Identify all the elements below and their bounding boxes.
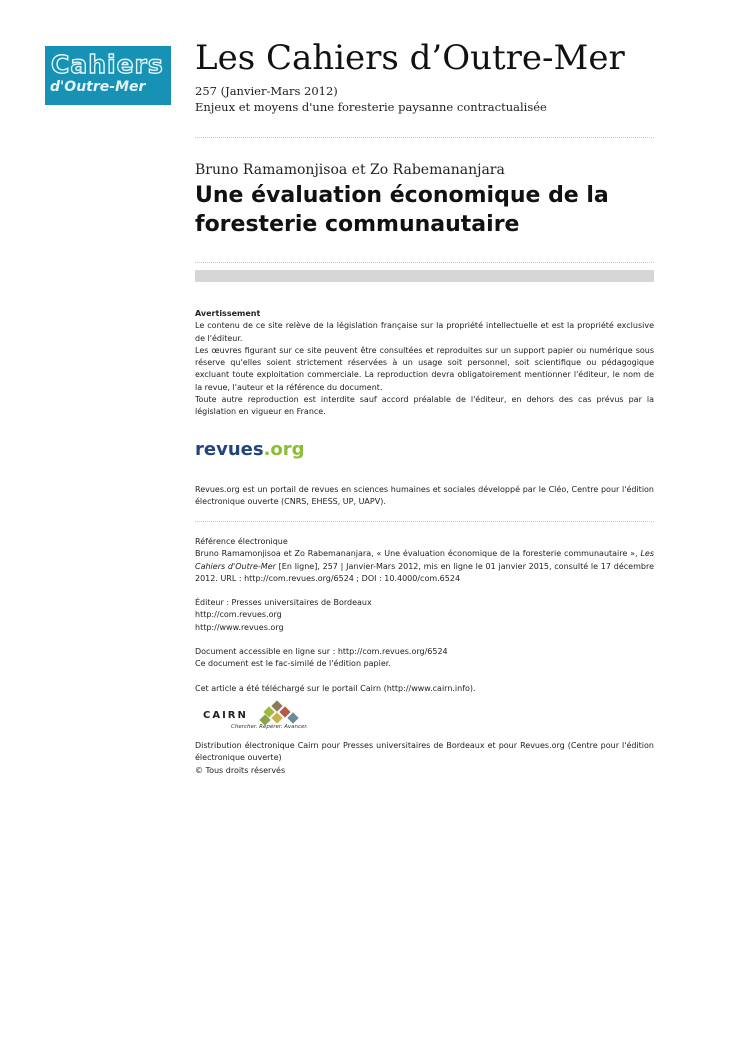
revues-logo-part-2: .org — [263, 439, 305, 460]
cairn-tagline: Chercher. Repérer. Avancer. — [231, 724, 308, 730]
divider — [195, 262, 654, 263]
journal-logo — [45, 46, 171, 105]
cairn-logo[interactable] — [203, 700, 323, 736]
divider — [195, 521, 654, 522]
article-title: Une évaluation économique de la foresterie communautaire — [195, 183, 609, 237]
issue-number: 257 (Janvier-Mars 2012) — [195, 84, 338, 98]
citation-journal: Les Cahiers d'Outre-Mer — [195, 549, 654, 571]
distribution-text: Distribution électronique Cairn pour Presses universitaires de Bordeaux et pour Revues.org (Centre pour l'édition électronique ouverte) — [195, 741, 654, 763]
reference-label: Référence électronique — [195, 537, 288, 546]
online-access: Document accessible en ligne sur : http://com.revues.org/6524 — [195, 647, 448, 657]
copyright-notice: © Tous droits réservés — [195, 765, 286, 775]
warning-block — [195, 308, 654, 419]
warning-paragraph-3: Toute autre reproduction est interdite sauf accord préalable de l'éditeur, en dehors des cas prévus par la législation en vigueur en France. — [195, 395, 654, 417]
issue-theme: Enjeux et moyens d'une foresterie paysanne contractualisée — [195, 100, 547, 114]
logo-line-1: Cahiers — [51, 50, 164, 79]
publisher-url-1[interactable]: http://com.revues.org — [195, 610, 282, 620]
publisher-url-2[interactable]: http://www.revues.org — [195, 622, 284, 632]
warning-paragraph-2: Les œuvres figurant sur ce site peuvent être consultées et reproduites sur un support papier ou numérique sous réserve qu'elles soient strictement réservées à un usage soit personnel, soit scientifique ou pédagogique excluant toute exploitation commerciale. La reproduction devra obligatoirement mentionner l'éditeur, le nom de la revue, l'auteur et la référence du document. — [195, 345, 654, 392]
cairn-logo-word: CAIRN — [203, 710, 248, 721]
article-authors: Bruno Ramamonjisoa et Zo Rabemananjara — [195, 162, 505, 178]
publisher-name: Éditeur : Presses universitaires de Bordeaux — [195, 598, 372, 608]
distribution-block — [195, 740, 654, 777]
journal-title: Les Cahiers d’Outre-Mer — [195, 38, 625, 78]
warning-heading: Avertissement — [195, 309, 261, 318]
citation-suffix: [En ligne], 257 | Janvier-Mars 2012, mis en ligne le 01 janvier 2015, consulté le 17 décembre 2012. URL : http://com.revues.org/6524 ; DOI : 10.4000/com.6524 — [195, 561, 655, 583]
cairn-diamond-icon — [287, 712, 298, 723]
citation-prefix: Bruno Ramamonjisoa et Zo Rabemananjara, « Une évaluation économique de la foresterie communautaire », — [195, 549, 641, 559]
reference-citation — [195, 548, 654, 585]
warning-paragraph-1: Le contenu de ce site relève de la législation française sur la propriété intellectuelle et est la propriété exclusive de l'éditeur. — [195, 321, 654, 343]
reference-block — [195, 536, 654, 695]
gray-bar — [195, 270, 654, 282]
revues-logo-part-1: revues — [195, 439, 264, 460]
revues-org-logo[interactable] — [195, 439, 305, 461]
revues-description: Revues.org est un portail de revues en sciences humaines et sociales développé par le Cléo, Centre pour l'édition électronique ouverte (CNRS, EHESS, UP, UAPV). — [195, 485, 654, 507]
divider — [195, 137, 654, 138]
logo-line-2: d'Outre-Mer — [50, 79, 146, 95]
facsimile-note: Ce document est le fac-similé de l'édition papier. — [195, 659, 391, 669]
cairn-download-note: Cet article a été téléchargé sur le portail Cairn (http://www.cairn.info). — [195, 683, 476, 693]
